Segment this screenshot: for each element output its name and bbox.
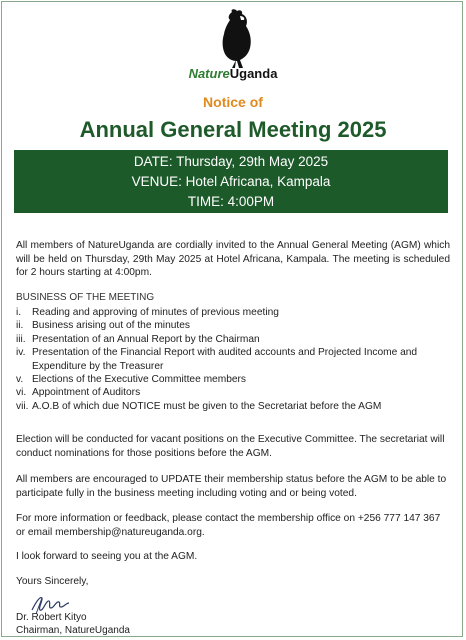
event-time: TIME: 4:00PM	[187, 194, 275, 209]
event-date: DATE: Thursday, 29th May 2025	[133, 154, 329, 169]
intro-paragraph: All members of NatureUganda are cordially invited to the Annual General Meeting (AGM) which will be held on Thursday, 29th May 2025 at Hotel Africana, Kampala. The meeting is scheduled for 2 hours starting at 4:00pm.	[16, 240, 450, 278]
item-number: i.	[16, 307, 22, 318]
item-text: Appointment of Auditors	[32, 387, 141, 399]
item-text: A.O.B of which due NOTICE must be given to the Secretariat before the AGM	[32, 400, 382, 412]
list-item	[16, 346, 456, 359]
closing-salutation: Yours Sincerely,	[16, 576, 89, 587]
item-text: Reading and approving of minutes of previous meeting	[32, 307, 279, 318]
update-paragraph: All members are encouraged to UPDATE their membership status before the AGM to be able to participate fully in the business meeting including voting and or being voted.	[16, 474, 447, 499]
notice-heading: Notice of	[203, 94, 263, 110]
brand-uganda: Uganda	[229, 66, 278, 81]
item-number: ii.	[16, 320, 24, 332]
item-text: Business arising out of the minutes	[32, 320, 190, 332]
forward-paragraph: I look forward to seeing you at the AGM.	[16, 551, 198, 562]
item-number: vii.	[16, 400, 29, 412]
signer-name: Dr. Robert Kityo	[16, 612, 87, 623]
event-banner	[14, 150, 448, 213]
event-venue: VENUE: Hotel Africana, Kampala	[131, 174, 331, 189]
list-item	[16, 333, 456, 346]
list-item	[16, 306, 456, 319]
page-title: Annual General Meeting 2025	[79, 117, 387, 142]
item-continuation: Expenditure by the Treasurer	[32, 360, 164, 372]
business-list	[16, 306, 456, 413]
business-heading: BUSINESS OF THE MEETING	[16, 292, 155, 303]
item-number: iv.	[16, 347, 26, 359]
signer-role: Chairman, NatureUganda	[16, 624, 130, 636]
list-item	[16, 319, 456, 332]
list-item	[16, 386, 456, 399]
item-number: v.	[16, 374, 24, 386]
item-text: Elections of the Executive Committee members	[32, 374, 247, 386]
list-item	[16, 373, 456, 386]
brand-nature: Nature	[188, 66, 230, 81]
list-item	[16, 400, 456, 413]
bird-logo-icon	[210, 8, 260, 70]
contact-paragraph: For more information or feedback, please contact the membership office on +256 777 147 367 or email membership@natureuganda.org.	[16, 513, 441, 538]
item-number: iii.	[16, 333, 26, 345]
brand-name	[0, 66, 466, 81]
item-text: Presentation of an Annual Report by the Chairman	[32, 333, 260, 345]
signer-block	[16, 612, 130, 637]
election-paragraph: Election will be conducted for vacant positions on the Executive Committee. The secretariat will conduct nominations for those positions before the AGM.	[16, 434, 445, 459]
item-number: vi.	[16, 387, 27, 399]
item-text: Presentation of the Financial Report with audited accounts and Projected Income and	[32, 347, 418, 359]
